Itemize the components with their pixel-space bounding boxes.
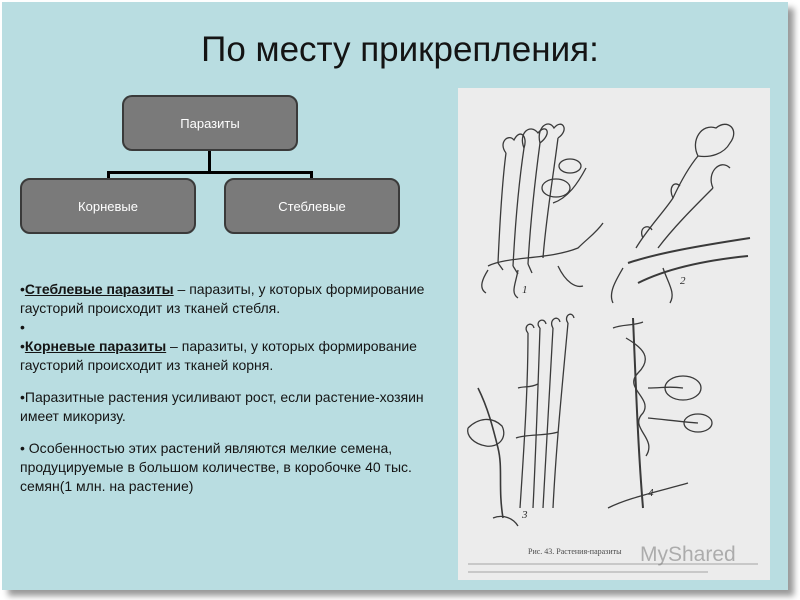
- diagram-node-parasites-label: Паразиты: [180, 115, 240, 131]
- page-title: По месту прикрепления:: [201, 30, 599, 69]
- diagram-node-stem-parasites: [224, 178, 400, 234]
- figure-label-1: 1: [522, 284, 528, 296]
- paragraph-root-parasites: •Корневые паразиты – паразиты, у которых формирование гаусторий происходит из тканей корня.: [20, 338, 417, 373]
- paragraph-seeds: • Особенностью этих растений являются мелкие семена, продуцируемые в большом количестве, в коробочке 40 тыс. семян(1 млн. на растение): [20, 440, 412, 494]
- figure-caption: Рис. 43. Растения-паразиты: [528, 547, 622, 556]
- term-root-parasites: Корневые паразиты: [24, 338, 167, 354]
- diagram-node-root-label: Корневые: [78, 198, 138, 214]
- body-text: [20, 280, 450, 496]
- paragraph-mycorrhiza: •Паразитные растения усиливают рост, если растение-хозяин имеет микоризу.: [20, 389, 424, 424]
- figure-label-2: 2: [680, 275, 686, 287]
- paragraph-empty-bullet: •: [20, 319, 25, 335]
- figure-label-3: 3: [522, 509, 528, 521]
- diagram-node-root-parasites: [20, 178, 196, 234]
- figure-label-4: 4: [648, 487, 654, 499]
- watermark: MyShared: [640, 543, 736, 566]
- illustration-drawing: [458, 88, 770, 580]
- diagram-connector-horizontal: [107, 171, 313, 174]
- term-stem-parasites: Стеблевые паразиты: [24, 281, 174, 297]
- diagram-node-stem-label: Стеблевые: [278, 198, 346, 214]
- diagram-node-parasites: [122, 95, 298, 151]
- parasitic-plants-illustration: [458, 88, 770, 580]
- diagram-connector-vertical: [208, 151, 211, 173]
- paragraph-stem-parasites: •Стеблевые паразиты – паразиты, у которых формирование гаусторий происходит из тканей стебля.: [20, 281, 425, 316]
